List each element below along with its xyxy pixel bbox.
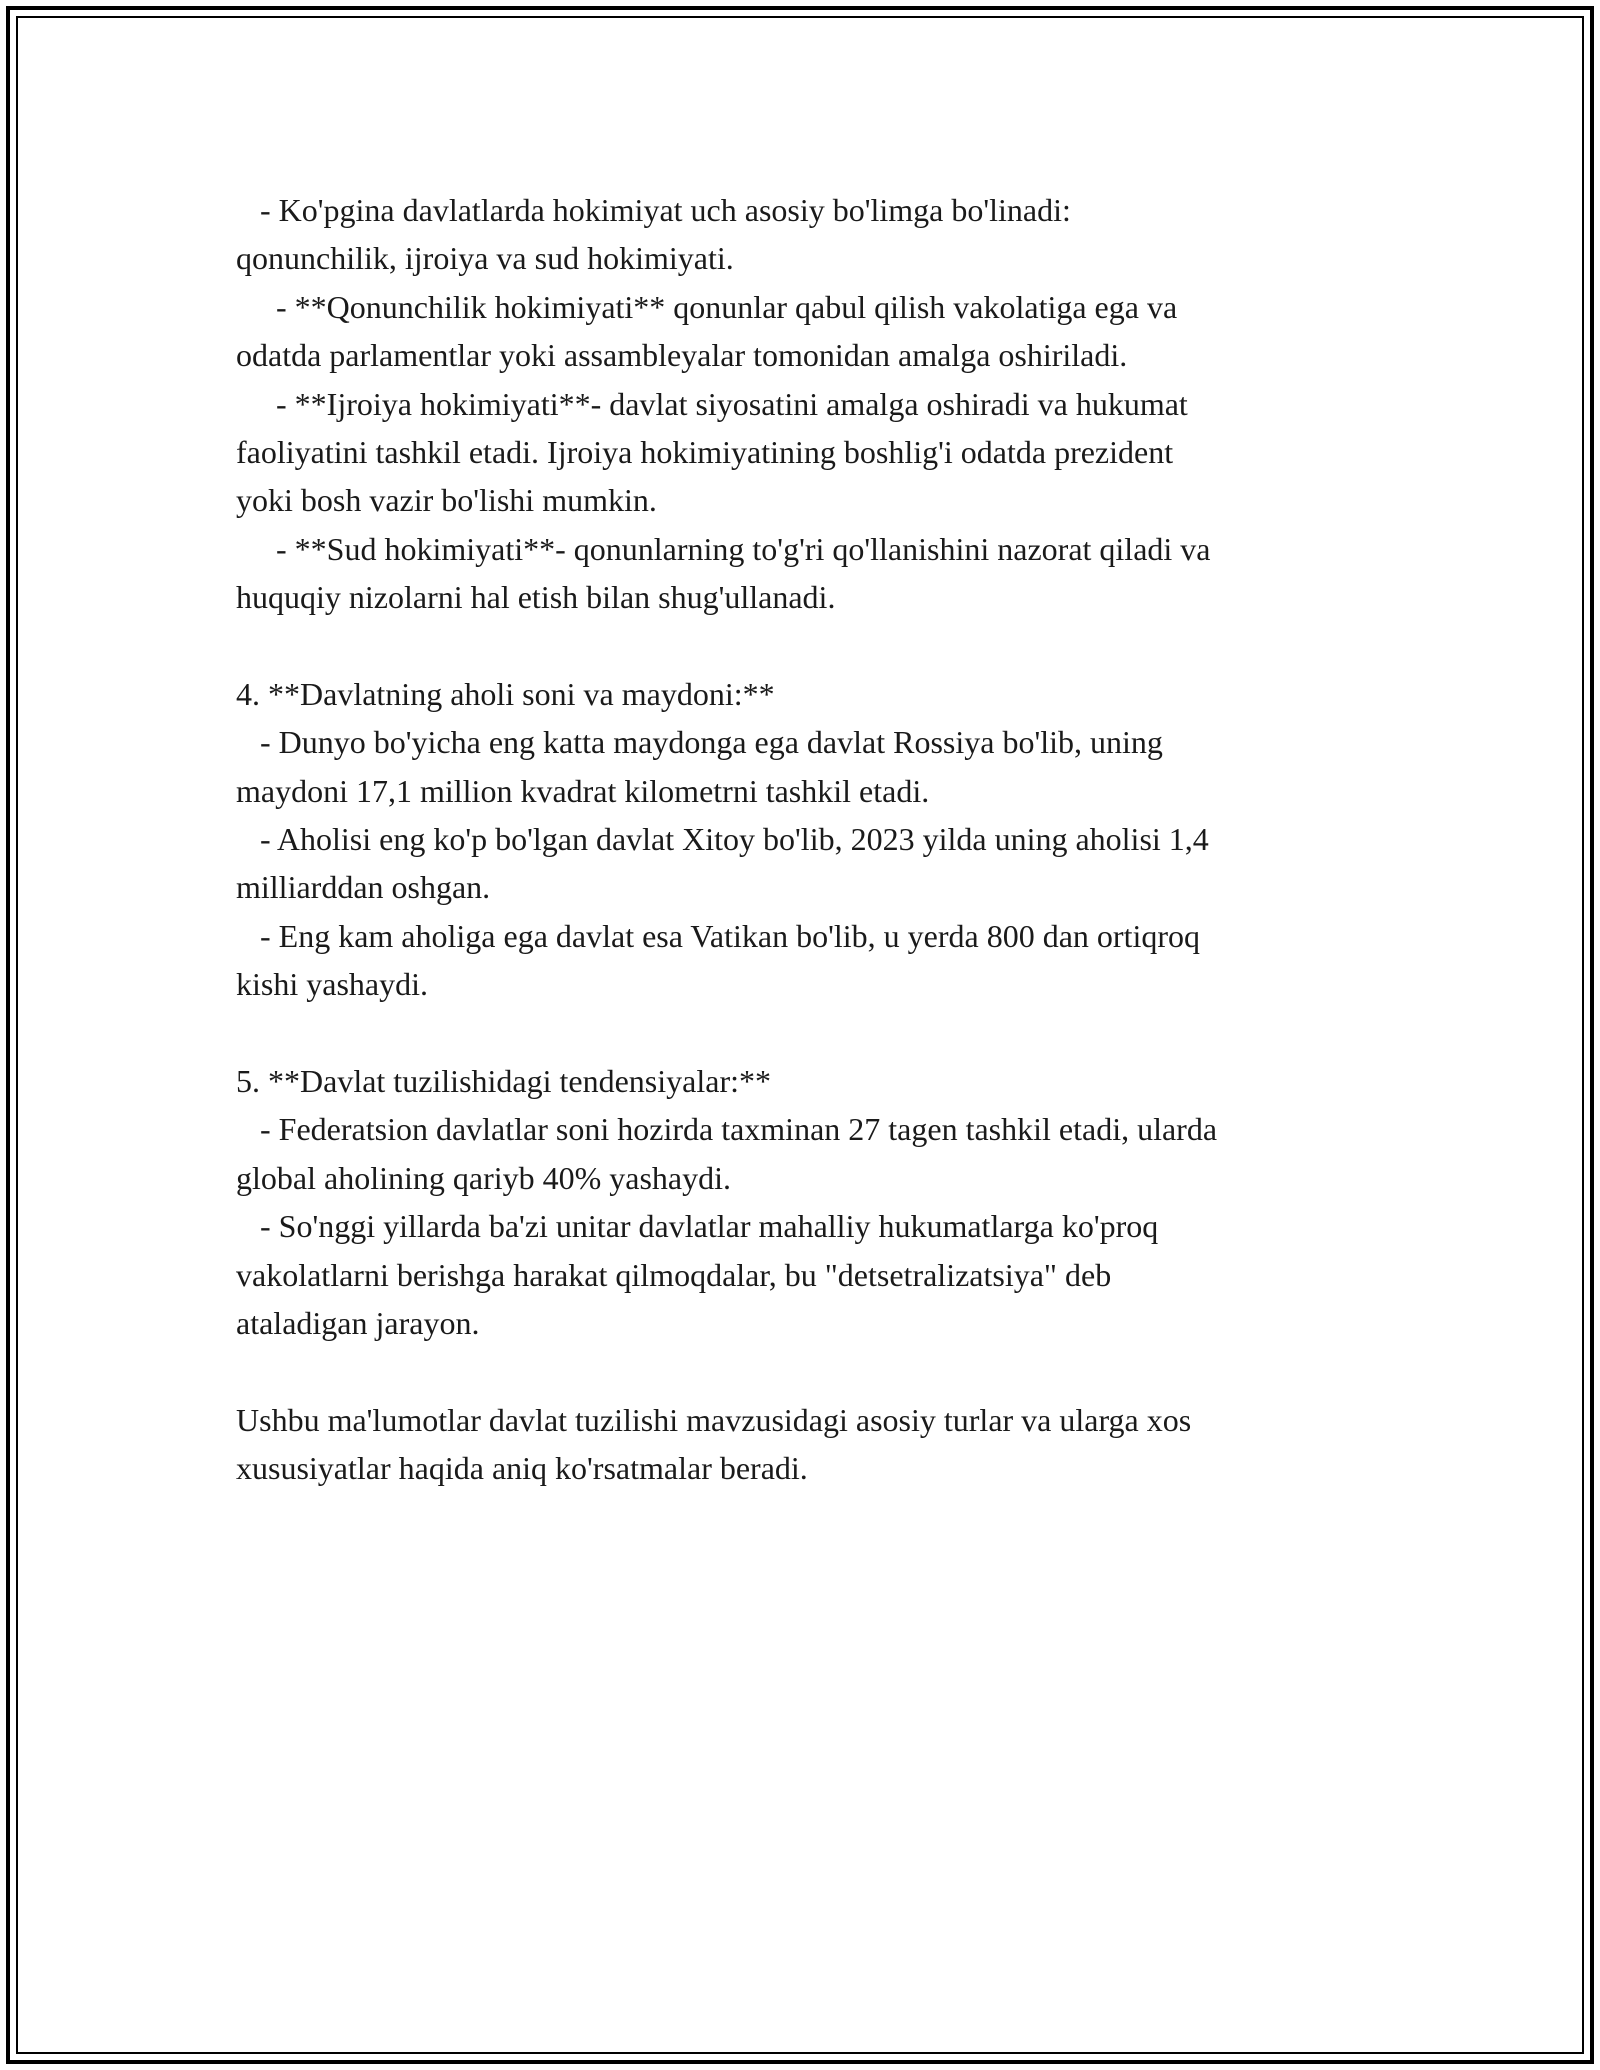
- paragraph-gap: [236, 622, 1386, 670]
- text-line: - So'nggi yillarda ba'zi unitar davlatlar mahalliy hukumatlarga ko'proq: [236, 1208, 1159, 1245]
- text-line: - Eng kam aholiga ega davlat esa Vatikan bo'lib, u yerda 800 dan ortiqroq: [236, 917, 1201, 954]
- text-line: maydoni 17,1 million kvadrat kilometrni tashkil etadi.: [236, 772, 930, 809]
- text-line: vakolatlarni berishga harakat qilmoqdalar, bu "detsetralizatsiya" deb: [236, 1256, 1112, 1293]
- text-line: odatda parlamentlar yoki assambleyalar tomonidan amalga oshiriladi.: [236, 337, 1128, 374]
- text-line: - **Qonunchilik hokimiyati** qonunlar qabul qilish vakolatiga ega va: [236, 288, 1178, 325]
- text-line: ataladigan jarayon.: [236, 1304, 480, 1341]
- section-heading: 5. **Davlat tuzilishidagi tendensiyalar:**: [236, 1063, 771, 1100]
- text-line: - Dunyo bo'yicha eng katta maydonga ega davlat Rossiya bo'lib, uning: [236, 724, 1163, 761]
- document-body: [236, 186, 1386, 1493]
- text-line: - Ko'pgina davlatlarda hokimiyat uch asosiy bo'limga bo'linadi:: [236, 192, 1071, 228]
- text-line: yoki bosh vazir bo'lishi mumkin.: [236, 482, 657, 519]
- paragraph-gap: [236, 1347, 1386, 1395]
- text-line: faoliyatini tashkil etadi. Ijroiya hokimiyatining boshlig'i odatda prezident: [236, 433, 1174, 470]
- text-line: qonunchilik, ijroiya va sud hokimiyati.: [236, 240, 734, 277]
- text-line: - **Sud hokimiyati**- qonunlarning to'g'ri qo'llanishini nazorat qiladi va: [236, 530, 1211, 567]
- text-line: global aholining qariyb 40% yashaydi.: [236, 1159, 732, 1196]
- conclusion-line: xususiyatlar haqida aniq ko'rsatmalar beradi.: [236, 1450, 808, 1487]
- text-line: milliarddan oshgan.: [236, 869, 491, 906]
- text-line: - Aholisi eng ko'p bo'lgan davlat Xitoy bo'lib, 2023 yilda uning aholisi 1,4: [236, 821, 1209, 858]
- text-line: - Federatsion davlatlar soni hozirda taxminan 27 tagen tashkil etadi, ularda: [236, 1111, 1218, 1148]
- section-heading: 4. **Davlatning aholi soni va maydoni:**: [236, 675, 775, 712]
- paragraph-gap: [236, 1009, 1386, 1057]
- text-line: kishi yashaydi.: [236, 966, 428, 1003]
- text-line: - **Ijroiya hokimiyati**- davlat siyosatini amalga oshiradi va hukumat: [236, 385, 1188, 422]
- conclusion-line: Ushbu ma'lumotlar davlat tuzilishi mavzusidagi asosiy turlar va ularga xos: [236, 1401, 1192, 1438]
- text-line: huquqiy nizolarni hal etish bilan shug'ullanadi.: [236, 579, 836, 616]
